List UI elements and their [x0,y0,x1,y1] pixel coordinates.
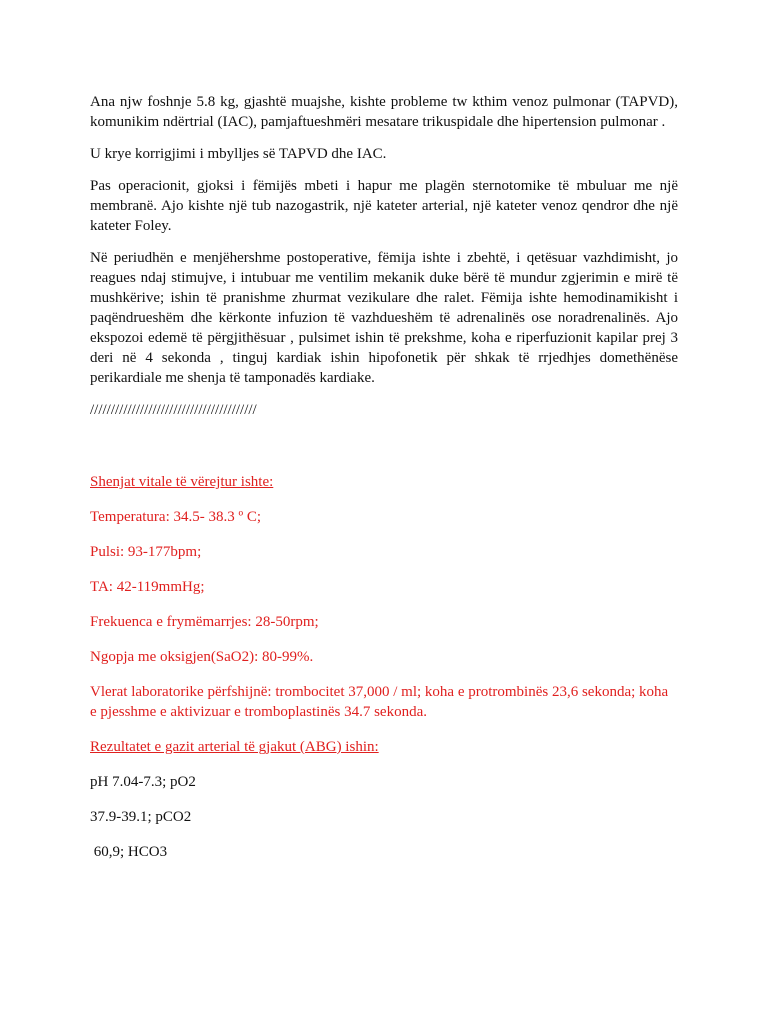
vital-oxygen-saturation: Ngopja me oksigjen(SaO2): 80-99%. [90,649,314,665]
abg-line-ph: pH 7.04-7.3; pO2 [90,774,196,790]
vital-blood-pressure: TA: 42-119mmHg; [90,579,205,595]
abg-line-po2: 37.9-39.1; pCO2 [90,809,192,825]
vital-temperature: Temperatura: 34.5- 38.3 º C; [90,509,262,525]
lab-values-paragraph: Vlerat laboratorike përfshijnë: trombocitet 37,000 / ml; koha e protrombinës 23,6 sekonda; koha e pjesshme e aktivizuar e tromboplastinës 34.7 sekonda. [90,684,669,720]
procedure-paragraph: U krye korrigjimi i mbylljes së TAPVD dhe IAC. [90,146,387,162]
clinical-status-paragraph: Në periudhën e menjëhershme postoperative, fëmija ishte i zbehtë, i qetësuar vazhdimisht, jo reagues ndaj stimujve, i intubuar me ventilim mekanik duke bërë të mundur zgjerimin e mirë të mushkërive; ishin të pranishme zhurmat vezikulare dhe ralet. Fëmija ishte hemodinamikisht i paqëndrueshëm dhe kërkonte infuzion të vazhdueshëm të adrenalinës ose noradrenalinës. Ajo ekspozoi edemë të përgjithësuar , pulsimet ishin të prekshme, koha e riperfuzionit kapilar prej 3 deri në 4 sekonda , tinguj kardiak ishin hipofonetik për shkak të rrjedhjes domethënëse perikardiale me shenja të tamponadës kardiake. [90,250,678,386]
intro-paragraph: Ana njw foshnje 5.8 kg, gjashtë muajshe, kishte probleme tw kthim venoz pulmonar (TAPVD), komunikim ndërtrial (IAC), pamjaftueshmëri mesatare trikuspidale dhe hipertension pulmonar . [90,94,678,130]
vitals-heading: Shenjat vitale të vërejtur ishte: [90,474,274,490]
vital-pulse: Pulsi: 93-177bpm; [90,544,202,560]
separator-line: //////////////////////////////////////// [90,402,257,418]
postop-paragraph: Pas operacionit, gjoksi i fëmijës mbeti i hapur me plagën sternotomike të mbuluar me një membranë. Ajo kishte një tub nazogastrik, një kateter arterial, një kateter venoz qendror dhe një kateter Foley. [90,178,678,234]
abg-line-pco2: 60,9; HCO3 [90,844,168,860]
vital-respiratory-rate: Frekuenca e frymëmarrjes: 28-50rpm; [90,614,319,630]
abg-heading: Rezultatet e gazit arterial të gjakut (ABG) ishin: [90,739,379,755]
